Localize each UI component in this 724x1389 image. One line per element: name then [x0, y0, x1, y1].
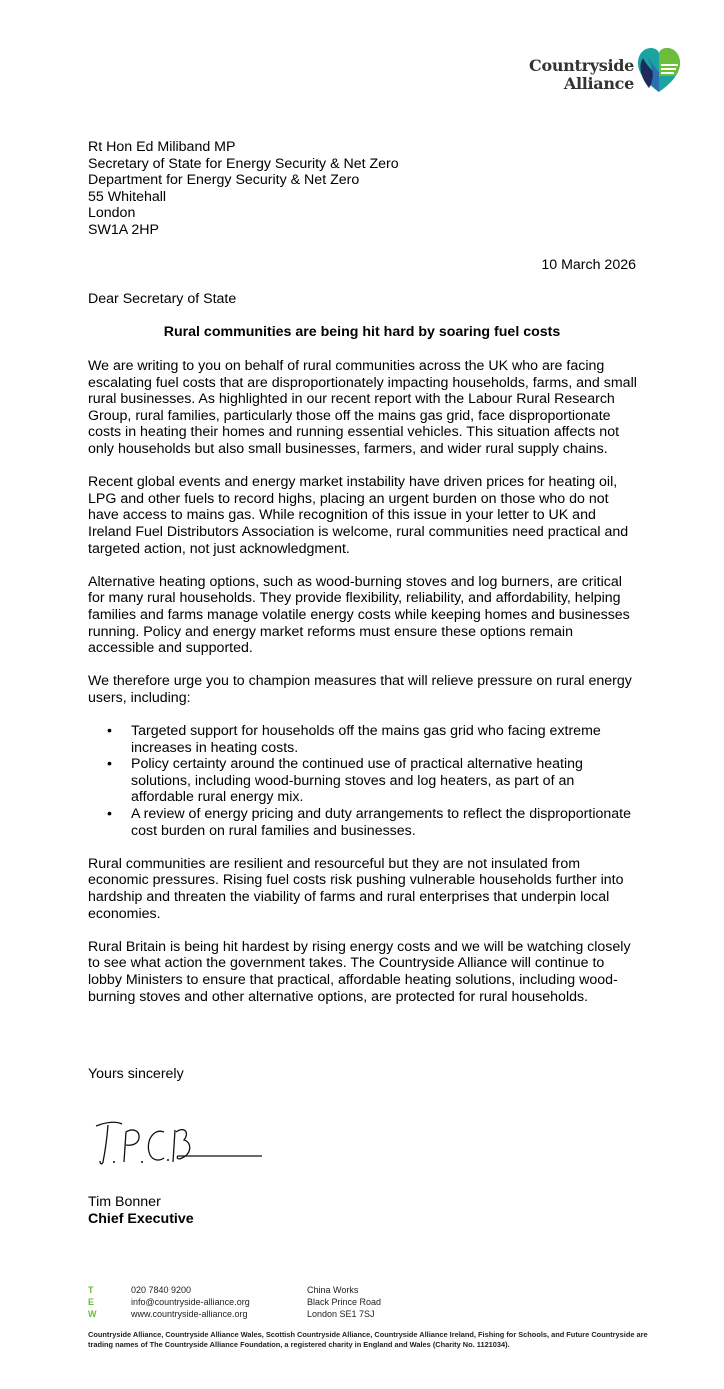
logo-line-1: Countryside: [529, 56, 634, 75]
sign-off: Yours sincerely: [88, 1066, 184, 1082]
postal-address: [307, 1284, 381, 1320]
address-line: Black Prince Road: [307, 1297, 382, 1307]
signer-role: Chief Executive: [88, 1210, 194, 1227]
handwritten-signature-icon: [92, 1118, 267, 1173]
logo-line-2: Alliance: [563, 74, 634, 93]
address-line: China Works: [307, 1285, 359, 1295]
address-line: London SE1 7SJ: [307, 1309, 375, 1319]
list-item: • A review of energy pricing and duty arrangements to reflect the disproportionate cost burden on rural families and businesses.: [131, 806, 640, 839]
recipient-line: London: [88, 205, 136, 222]
logo-text: [516, 57, 634, 93]
list-item: • Targeted support for households off the mains gas grid who facing extreme increases in heating costs.: [131, 723, 640, 756]
telephone-number: 020 7840 9200: [131, 1285, 192, 1295]
email-address[interactable]: info@countryside-alliance.org: [131, 1297, 250, 1307]
signer-block: [88, 1194, 194, 1227]
recipient-line: Rt Hon Ed Miliband MP: [88, 139, 236, 155]
countryside-alliance-logo: [516, 46, 686, 96]
recipient-line: Secretary of State for Energy Security & Net Zero: [88, 155, 399, 172]
subject-heading: Rural communities are being hit hard by soaring fuel costs: [163, 324, 561, 340]
contact-labels: [88, 1284, 97, 1320]
paragraph: We are writing to you on behalf of rural communities across the UK who are facing escalating fuel costs that are disproportionately impacting households, farms, and small rural businesses. As highlighted in our recent report with the Labour Rural Research Group, rural families, particularly those off the mains gas grid, face disproportionate costs in heating their homes and running essential vehicles. This situation affects not only households but also small businesses, farmers, and wider rural supply chains.: [88, 358, 637, 457]
recipient-address: [88, 139, 399, 239]
paragraph: Alternative heating options, such as wood-burning stoves and log burners, are critical for many rural households. They provide flexibility, reliability, and affordability, helping families and farms manage volatile energy costs while keeping homes and businesses running. Policy and energy market reforms must ensure these options remain accessible and supported.: [88, 573, 630, 657]
list-item: • Policy certainty around the continued use of practical alternative heating solutions, including wood-burning stoves and log heaters, as part of an affordable rural energy mix.: [131, 756, 640, 806]
website-link[interactable]: www.countryside-alliance.org: [131, 1309, 248, 1319]
website-label: W: [88, 1309, 97, 1319]
salutation: Dear Secretary of State: [88, 291, 237, 307]
email-label: E: [88, 1297, 95, 1307]
paragraph: We therefore urge you to champion measures that will relieve pressure on rural energy users, including:: [88, 673, 632, 706]
letter-date: 10 March 2026: [541, 257, 636, 273]
letter-body: [88, 358, 640, 1022]
recipient-line: 55 Whitehall: [88, 188, 167, 205]
legal-notice: Countryside Alliance, Countryside Alliance Wales, Scottish Countryside Alliance, Countryside Alliance Ireland, Fishing for Schools, and Future Countryside are trading names of The Countryside Alliance Foundation, a registered charity in England and Wales (Charity No. 1121034).: [88, 1330, 648, 1349]
telephone-label: T: [88, 1285, 94, 1295]
signer-name: Tim Bonner: [88, 1194, 161, 1210]
paragraph: Rural communities are resilient and resourceful but they are not insulated from economic pressures. Rising fuel costs risk pushing vulnerable households further into hardship and threaten the viability of farms and rural enterprises that underpin local economies.: [88, 855, 624, 922]
signature: [92, 1118, 267, 1178]
recipient-line: Department for Energy Security & Net Zero: [88, 172, 360, 189]
heart-emblem-icon: [637, 46, 681, 96]
measures-list: [88, 723, 640, 839]
contact-details: [131, 1284, 250, 1320]
paragraph: Rural Britain is being hit hardest by rising energy costs and we will be watching closely to see what action the government takes. The Countryside Alliance will continue to lobby Ministers to ensure that practical, affordable heating solutions, including wood-burning stoves and other alternative options, are protected for rural households.: [88, 938, 631, 1005]
paragraph: Recent global events and energy market instability have driven prices for heating oil, LPG and other fuels to record highs, placing an urgent burden on those who do not have access to mains gas. While recognition of this issue in your letter to UK and Ireland Fuel Distributors Association is welcome, rural communities need practical and targeted action, not just acknowledgment.: [88, 474, 629, 557]
recipient-line: SW1A 2HP: [88, 221, 159, 238]
